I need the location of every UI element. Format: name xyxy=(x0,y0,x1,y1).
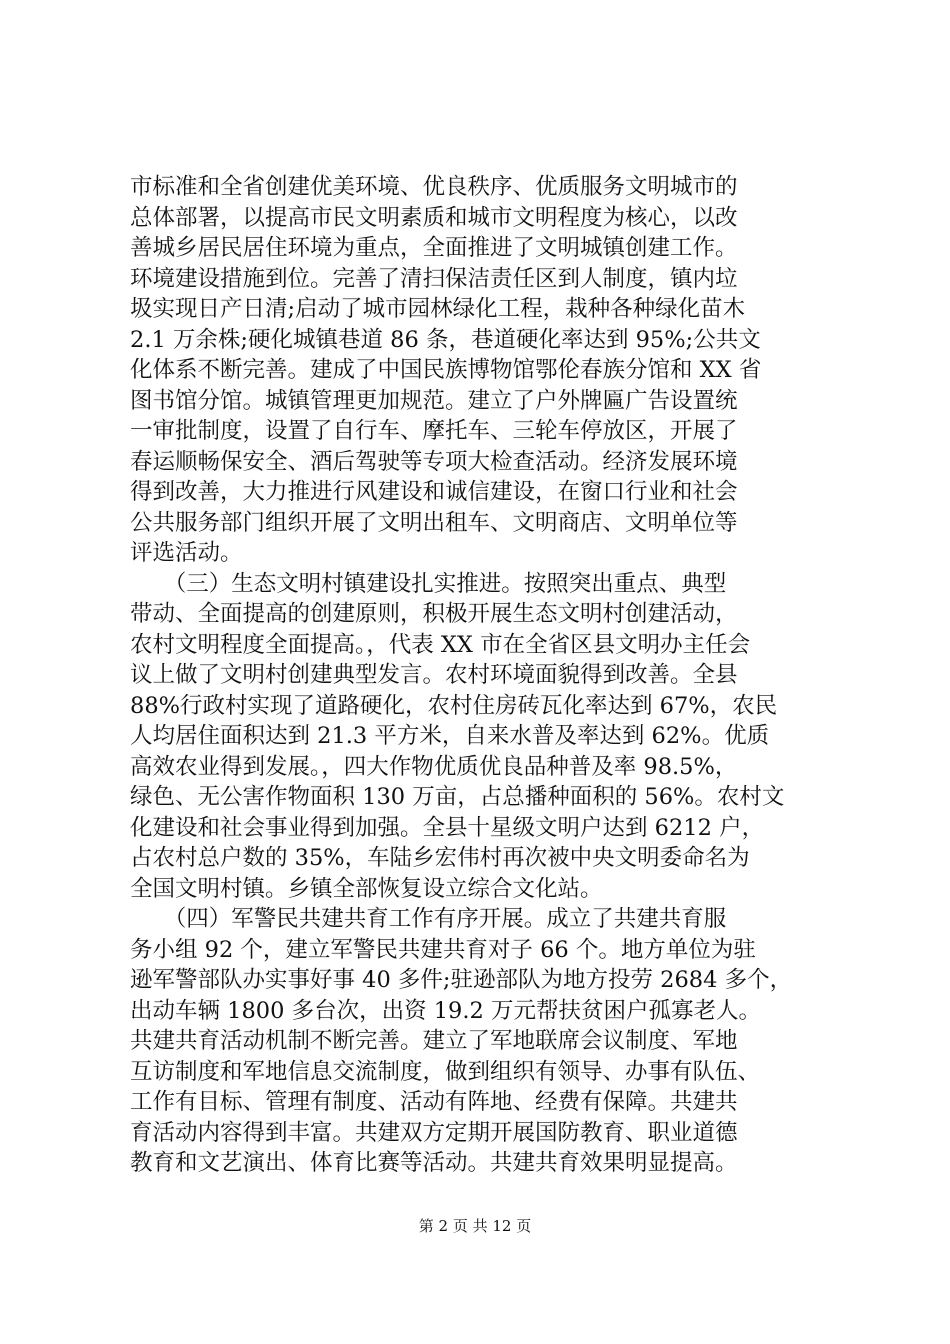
text-line: 春运顺畅保安全、酒后驾驶等专项大检查活动。经济发展环境 xyxy=(130,448,738,475)
text-line: 总体部署，以提高市民文明素质和城市文明程度为核心，以改 xyxy=(130,204,738,231)
text-line: 工作有目标、管理有制度、活动有阵地、经费有保障。共建共 xyxy=(130,1089,738,1115)
document-body xyxy=(130,172,830,1179)
text-line: 善城乡居民居住环境为重点，全面推进了文明城镇创建工作。 xyxy=(130,235,738,261)
section-heading-line: （三）生态文明村镇建设扎实推进。按照突出重点、典型 xyxy=(130,570,727,597)
text-line: 化建设和社会事业得到加强。全县十星级文明户达到 6212 户， xyxy=(130,814,765,841)
text-line: 议上做了文明村创建典型发言。农村环境面貌得到改善。全县 xyxy=(130,662,738,688)
text-line: 农村文明程度全面提高。，代表 XX 市在全省区县文明办主任会 xyxy=(130,631,751,658)
page-number-footer: 第 2 页 共 12 页 xyxy=(418,1217,532,1235)
text-line: 得到改善，大力推进行风建设和诚信建设，在窗口行业和社会 xyxy=(130,479,738,505)
text-line: 互访制度和军地信息交流制度，做到组织有领导、办事有队伍、 xyxy=(130,1058,761,1085)
text-line: 务小组 92 个，建立军警民共建共育对子 66 个。地方单位为驻 xyxy=(130,936,756,963)
text-line: 公共服务部门组织开展了文明出租车、文明商店、文明单位等 xyxy=(130,509,738,536)
text-line: 逊军警部队办实事好事 40 多件;驻逊部队为地方投劳 2684 多个， xyxy=(130,967,793,993)
text-line: 人均居住面积达到 21.3 平方米，自来水普及率达到 62%。优质 xyxy=(130,723,770,749)
text-line: 高效农业得到发展。，四大作物优质优良品种普及率 98.5%， xyxy=(130,753,738,780)
text-line: 育活动内容得到丰富。共建双方定期开展国防教育、职业道德 xyxy=(130,1119,738,1146)
text-line: 占农村总户数的 35%，车陆乡宏伟村再次被中央文明委命名为 xyxy=(130,845,750,871)
text-line: 绿色、无公害作物面积 130 万亩，占总播种面积的 56%。农村文 xyxy=(130,784,785,810)
text-line: 全国文明村镇。乡镇全部恢复设立综合文化站。 xyxy=(130,875,603,902)
section-heading-line: （四）军警民共建共育工作有序开展。成立了共建共育服 xyxy=(130,906,727,932)
text-line: 化体系不断完善。建成了中国民族博物馆鄂伦春族分馆和 XX 省 xyxy=(130,357,762,383)
text-line: 一审批制度，设置了自行车、摩托车、三轮车停放区，开展了 xyxy=(130,418,738,444)
text-line: 评选活动。 xyxy=(130,540,243,566)
text-line: 出动车辆 1800 多台次，出资 19.2 万元帮扶贫困户孤寡老人。 xyxy=(130,997,761,1024)
text-line: 教育和文艺演出、体育比赛等活动。共建共育效果明显提高。 xyxy=(130,1150,738,1176)
text-line: 圾实现日产日清;启动了城市园林绿化工程，栽种各种绿化苗木 xyxy=(130,296,746,322)
text-line: 带动、全面提高的创建原则，积极开展生态文明村创建活动， xyxy=(130,601,738,627)
text-line: 2.1 万余株;硬化城镇巷道 86 条，巷道硬化率达到 95%;公共文 xyxy=(130,326,761,353)
text-line: 88%行政村实现了道路硬化，农村住房砖瓦化率达到 67%，农民 xyxy=(130,692,778,719)
text-line: 图书馆分馆。城镇管理更加规范。建立了户外牌匾广告设置统 xyxy=(130,387,738,414)
text-line: 环境建设措施到位。完善了清扫保洁责任区到人制度，镇内垃 xyxy=(130,265,738,292)
text-line: 市标准和全省创建优美环境、优良秩序、优质服务文明城市的 xyxy=(130,174,738,200)
text-line: 共建共育活动机制不断完善。建立了军地联席会议制度、军地 xyxy=(130,1028,738,1054)
